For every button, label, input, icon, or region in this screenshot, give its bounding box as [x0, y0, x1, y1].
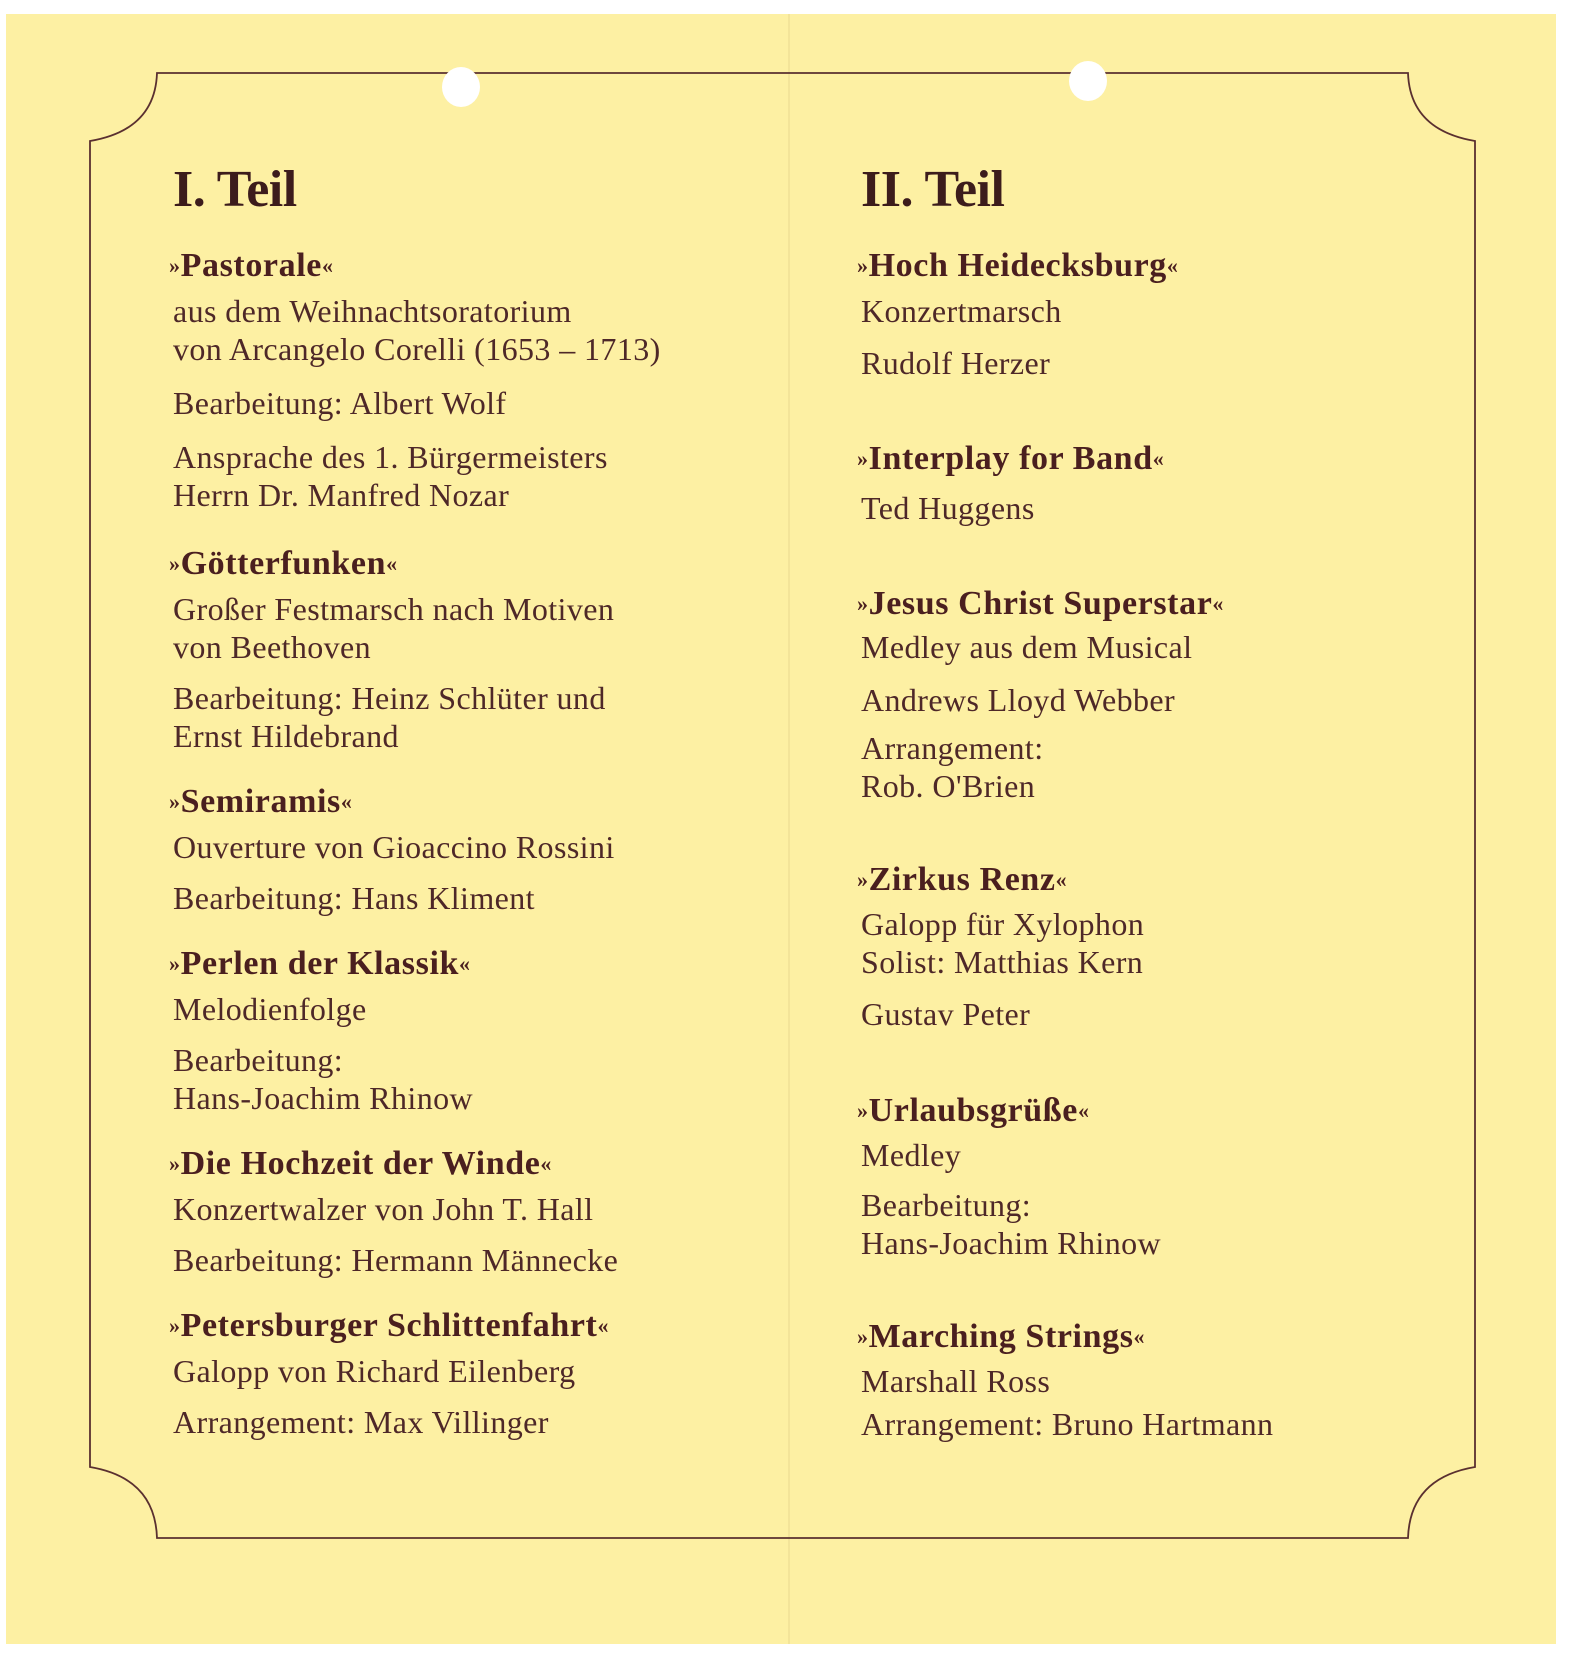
arranger-line: Ernst Hildebrand: [173, 718, 399, 754]
piece-detail: Großer Festmarsch nach Motiven: [173, 591, 615, 627]
arranger-line: Hans-Joachim Rhinow: [861, 1225, 1162, 1261]
composer-line: Ted Huggens: [861, 490, 1035, 526]
piece-title-jesus-christ-superstar: »Jesus Christ Superstar«: [857, 585, 1224, 622]
piece-title-urlaubsgruesse: »Urlaubsgrüße«: [857, 1092, 1090, 1129]
speech-line: Herrn Dr. Manfred Nozar: [173, 477, 510, 513]
piece-title-zirkus-renz: »Zirkus Renz«: [857, 861, 1068, 898]
composer-line: Andrews Lloyd Webber: [861, 682, 1176, 718]
composer-line: Rudolf Herzer: [861, 345, 1051, 381]
piece-title-petersburger-schlittenfahrt: »Petersburger Schlittenfahrt«: [169, 1307, 610, 1344]
piece-title-interplay-for-band: »Interplay for Band«: [857, 440, 1165, 477]
piece-title-pastorale: »Pastorale«: [169, 247, 334, 284]
piece-detail: Medley: [861, 1137, 962, 1173]
arranger-line: Rob. O'Brien: [861, 768, 1036, 804]
composer-line: Gustav Peter: [861, 996, 1031, 1032]
piece-title-perlen-der-klassik: »Perlen der Klassik«: [169, 945, 471, 982]
speech-line: Ansprache des 1. Bürgermeisters: [173, 439, 608, 475]
piece-detail: aus dem Weihnachtsoratorium: [173, 293, 572, 329]
piece-title-marching-strings: »Marching Strings«: [857, 1318, 1146, 1355]
piece-detail: von Arcangelo Corelli (1653 – 1713): [173, 331, 661, 367]
piece-title-hochzeit-der-winde: »Die Hochzeit der Winde«: [169, 1145, 553, 1182]
arranger-line: Arrangement:: [861, 730, 1044, 766]
piece-detail: Marshall Ross: [861, 1363, 1051, 1399]
piece-detail: Medley aus dem Musical: [861, 629, 1193, 665]
piece-detail: Galopp für Xylophon: [861, 906, 1145, 942]
piece-title-hoch-heidecksburg: »Hoch Heidecksburg«: [857, 247, 1179, 284]
teil-2-heading: II. Teil: [861, 161, 1005, 218]
piece-detail: Konzertmarsch: [861, 293, 1062, 329]
arranger-line: Bearbeitung: Albert Wolf: [173, 385, 507, 421]
arranger-line: Bearbeitung:: [861, 1187, 1032, 1223]
arranger-line: Arrangement: Bruno Hartmann: [861, 1406, 1274, 1442]
piece-detail: von Beethoven: [173, 629, 372, 665]
piece-detail: Solist: Matthias Kern: [861, 944, 1144, 980]
piece-title-goetterfunken: »Götterfunken«: [169, 545, 398, 582]
arranger-line: Bearbeitung: Heinz Schlüter und: [173, 680, 606, 716]
arranger-line: Bearbeitung:: [173, 1042, 344, 1078]
piece-detail: Ouverture von Gioaccino Rossini: [173, 829, 615, 865]
piece-detail: Melodienfolge: [173, 991, 367, 1027]
piece-detail: Galopp von Richard Eilenberg: [173, 1353, 576, 1389]
arranger-line: Hans-Joachim Rhinow: [173, 1080, 474, 1116]
arranger-line: Arrangement: Max Villinger: [173, 1404, 549, 1440]
teil-2-column: [857, 0, 1481, 1667]
teil-1-column: [169, 0, 793, 1667]
piece-detail: Konzertwalzer von John T. Hall: [173, 1191, 594, 1227]
piece-title-semiramis: »Semiramis«: [169, 783, 353, 820]
teil-1-heading: I. Teil: [173, 161, 297, 218]
arranger-line: Bearbeitung: Hermann Männecke: [173, 1242, 619, 1278]
arranger-line: Bearbeitung: Hans Kliment: [173, 880, 535, 916]
